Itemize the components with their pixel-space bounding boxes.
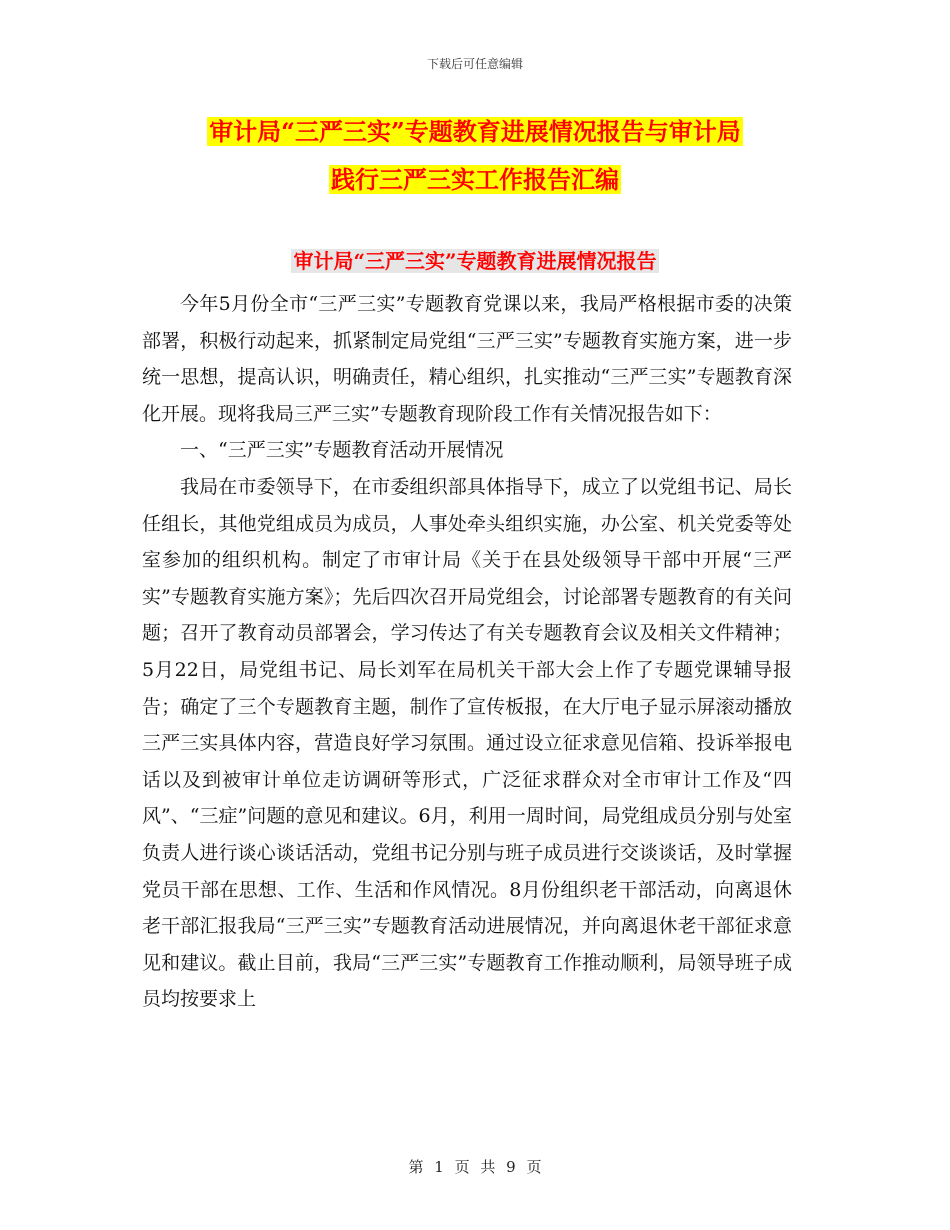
page-footer: 第 1 页 共 9 页 <box>408 1158 542 1176</box>
document-title <box>0 108 950 204</box>
document-title-line-1: 审计局“三严三实”专题教育进展情况报告与审计局 <box>209 117 741 146</box>
body-paragraph-intro: 今年5月份全市“三严三实”专题教育党课以来，我局严格根据市委的决策部署，积极行动起来，抓紧制定局党组“三严三实”专题教育实施方案，进一步统一思想，提高认识，明确责任，精心组织，扎实推动“三严三实”专题教育深化开展。现将我局三严三实”专题教育现阶段工作有关情况报告如下： <box>142 293 792 425</box>
body-heading-one: 一、“三严三实”专题教育活动开展情况 <box>180 439 504 462</box>
document-body <box>142 286 792 1018</box>
section-title-text: 审计局“三严三实”专题教育进展情况报告 <box>293 249 657 273</box>
body-paragraph-activities: 我局在市委领导下，在市委组织部具体指导下，成立了以党组书记、局长任组长，其他党组成员为成员，人事处牵头组织实施，办公室、机关党委等处室参加的组织机构。制定了市审计局《关于在县处级领导干部中开展“三严实”专题教育实施方案》；先后四次召开局党组会，讨论部署专题教育的有关问题；召开了教育动员部署会，学习传达了有关专题教育会议及相关文件精神；5月22日，局党组书记、局长刘军在局机关干部大会上作了专题党课辅导报告；确定了三个专题教育主题，制作了宣传板报，在大厅电子显示屏滚动播放三严三实具体内容，营造良好学习氛围。通过设立征求意见信箱、投诉举报电话以及到被审计单位走访调研等形式，广泛征求群众对全市审计工作及“四风”、“三症”问题的意见和建议。6月，利用一周时间，局党组成员分别与处室负责人进行谈心谈话活动，党组书记分别与班子成员进行交谈谈话，及时掌握党员干部在思想、工作、生活和作风情况。8月份组织老干部活动，向离退休老干部汇报我局“三严三实”专题教育活动进展情况，并向离退休老干部征求意见和建议。截止目前，我局“三严三实”专题教育工作推动顺利，局领导班子成员均按要求上 <box>142 475 792 1011</box>
document-title-line-2: 践行三严三实工作报告汇编 <box>331 165 619 194</box>
section-title <box>0 245 950 277</box>
page-header-note: 下载后可任意编辑 <box>426 57 523 71</box>
